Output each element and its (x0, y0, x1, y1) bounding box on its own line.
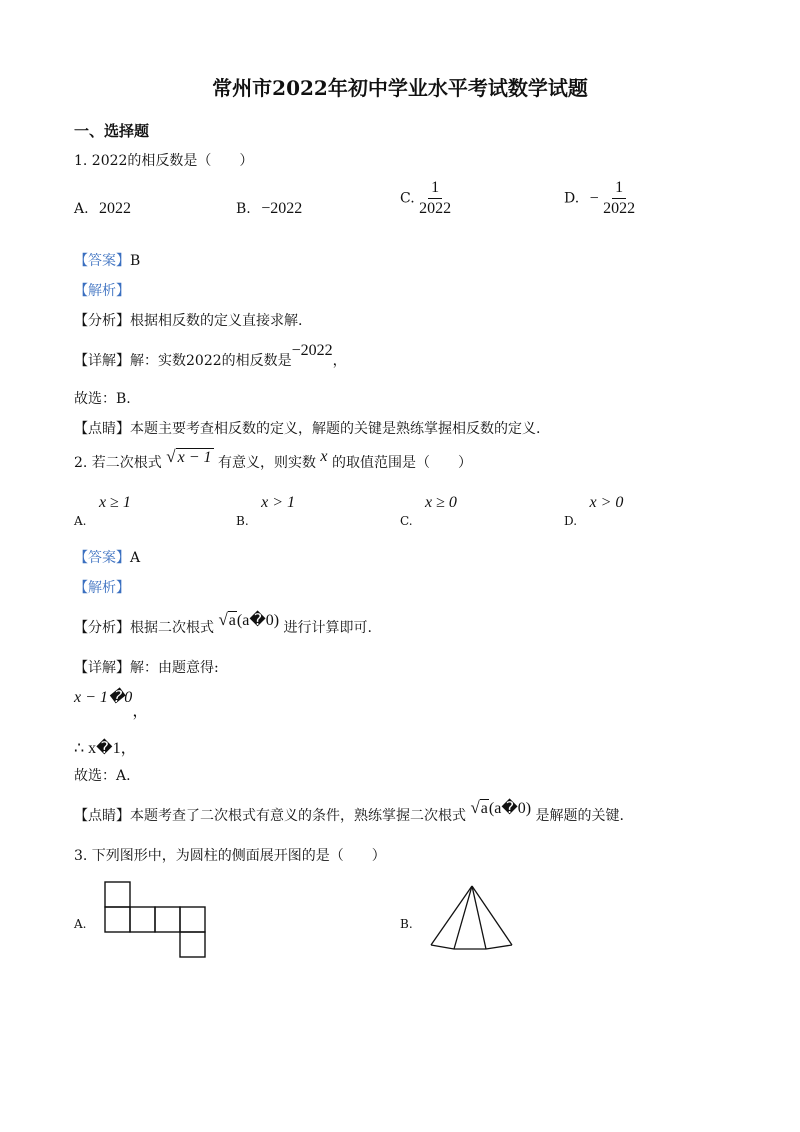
q1-option-d-label: D. (564, 190, 580, 207)
q2-fenxi-post: 进行计算即可. (283, 620, 372, 636)
q2-stem-radicand: x − 1 (177, 449, 212, 466)
q2-xiangjie-tag: 【详解】 (74, 660, 130, 676)
q2-stem-radical (166, 447, 213, 467)
q1-option-c-fraction (419, 178, 451, 219)
q1-option-c-denominator: 2022 (419, 200, 452, 217)
q3-option-a-label: A. (74, 917, 87, 931)
q2-answer (74, 547, 140, 567)
q1-option-b (236, 200, 302, 218)
pyramid-edge (454, 886, 472, 949)
q1-xiangjie-comma: ， (332, 353, 347, 369)
q2-step-2: ∴ x�1， (74, 740, 137, 757)
q2-choose: 故选：A. (74, 768, 131, 784)
net-square (155, 907, 180, 932)
q2-dianjing-post: 是解题的关键. (535, 808, 624, 824)
q1-option-c-label: C. (400, 190, 415, 207)
q2-option-a (74, 494, 131, 528)
q2-fenxi-condition: (a�0) (236, 612, 280, 629)
q2-dianjing-radical-sign: √ (470, 798, 480, 817)
pyramid-edge (431, 886, 472, 945)
q2-option-b (236, 494, 295, 528)
q1-option-a-label: A. (74, 201, 89, 217)
q1-dianjing-text: 本题主要考查相反数的定义，解题的关键是熟练掌握相反数的定义. (130, 421, 541, 437)
net-square (180, 932, 205, 957)
q1-fenxi-tag: 【分析】 (74, 313, 130, 329)
q2-option-d-value: x > 0 (589, 494, 624, 511)
q1-analysis-tag: 【解析】 (74, 283, 130, 299)
section-heading-choice: 一、选择题 (74, 122, 150, 140)
q2-option-d (564, 494, 624, 528)
q2-dianjing-condition: (a�0) (488, 800, 532, 817)
q2-xiangjie (74, 657, 219, 677)
q1-option-b-label: B. (236, 201, 251, 217)
q1-option-c (400, 178, 451, 219)
q1-option-d-sign: − (589, 189, 599, 207)
q1-xiangjie-value: −2022 (291, 342, 333, 359)
q1-option-b-value: −2022 (261, 200, 303, 217)
q2-option-c-value: x ≥ 0 (425, 494, 457, 511)
q2-option-d-label: D. (564, 514, 578, 528)
q2-option-a-label: A. (74, 514, 87, 528)
net-square (180, 907, 205, 932)
net-square (130, 907, 155, 932)
pyramid-base (431, 945, 512, 949)
q1-xiangjie-tag: 【详解】 (74, 353, 130, 369)
q1-stem: 1. 2022的相反数是（ ） (74, 153, 254, 169)
q2-stem-pre: 2. 若二次根式 (74, 455, 162, 471)
q1-answer (74, 250, 140, 270)
q2-dianjing-radicand: a (480, 800, 488, 817)
q2-step-1 (74, 684, 149, 720)
q2-fenxi-radicand: a (228, 612, 236, 629)
q2-dianjing-pre: 本题考查了二次根式有意义的条件，熟练掌握二次根式 (130, 808, 466, 824)
q2-fenxi-pre: 根据二次根式 (130, 620, 214, 636)
q1-option-d (564, 178, 635, 219)
net-square (105, 907, 130, 932)
q2-answer-value: A (130, 550, 141, 566)
q3-option-b-label: B. (400, 917, 413, 931)
q1-dianjing-tag: 【点睛】 (74, 421, 130, 437)
q2-stem-variable: x (320, 448, 328, 465)
q2-step-1-comma: ， (132, 703, 149, 720)
q1-answer-tag: 【答案】 (74, 253, 130, 269)
q2-fenxi-radical (218, 612, 279, 629)
q2-fenxi (74, 610, 372, 637)
q1-choose: 故选：B. (74, 391, 131, 407)
q2-option-b-value: x > 1 (261, 494, 295, 511)
q1-option-a-value: 2022 (99, 200, 132, 217)
q2-answer-tag: 【答案】 (74, 550, 130, 566)
q2-fenxi-radical-sign: √ (218, 610, 228, 629)
q3-option-b-figure (430, 885, 514, 951)
q2-fenxi-tag: 【分析】 (74, 620, 130, 636)
q2-dianjing (74, 798, 624, 825)
q2-dianjing-radical (470, 800, 531, 817)
q2-analysis-tag: 【解析】 (74, 580, 130, 596)
q1-option-d-numerator: 1 (612, 178, 626, 199)
q2-step-1-expr: x − 1�0 (74, 689, 133, 706)
q2-option-b-label: B. (236, 514, 249, 528)
q1-option-c-numerator: 1 (428, 178, 442, 199)
q3-option-a-figure (104, 881, 208, 957)
q2-option-a-value: x ≥ 1 (98, 494, 131, 511)
q2-stem-post: 的取值范围是（ ） (331, 455, 472, 471)
q1-option-d-denominator: 2022 (603, 200, 636, 217)
page-title: 常州市2022年初中学业水平考试数学试题 (212, 76, 588, 100)
q2-option-c-label: C. (400, 514, 413, 528)
q1-answer-value: B (130, 253, 141, 269)
q2-stem (74, 447, 472, 473)
q2-xiangjie-text: 解：由题意得: (130, 660, 219, 676)
q3-stem: 3. 下列图形中，为圆柱的侧面展开图的是（ ） (74, 848, 386, 864)
q2-stem-mid: 有意义，则实数 (217, 455, 316, 471)
q1-option-d-fraction (603, 178, 635, 219)
q1-fenxi (74, 310, 302, 330)
q2-dianjing-tag: 【点睛】 (74, 808, 130, 824)
q2-option-c (400, 494, 457, 528)
q1-fenxi-text: 根据相反数的定义直接求解. (130, 313, 303, 329)
q2-radical-sign: √ (166, 447, 176, 466)
q1-xiangjie (74, 342, 347, 370)
q1-option-a (74, 200, 131, 218)
q1-xiangjie-text: 解：实数2022的相反数是 (130, 353, 292, 369)
q1-dianjing (74, 418, 540, 438)
net-square (105, 882, 130, 907)
